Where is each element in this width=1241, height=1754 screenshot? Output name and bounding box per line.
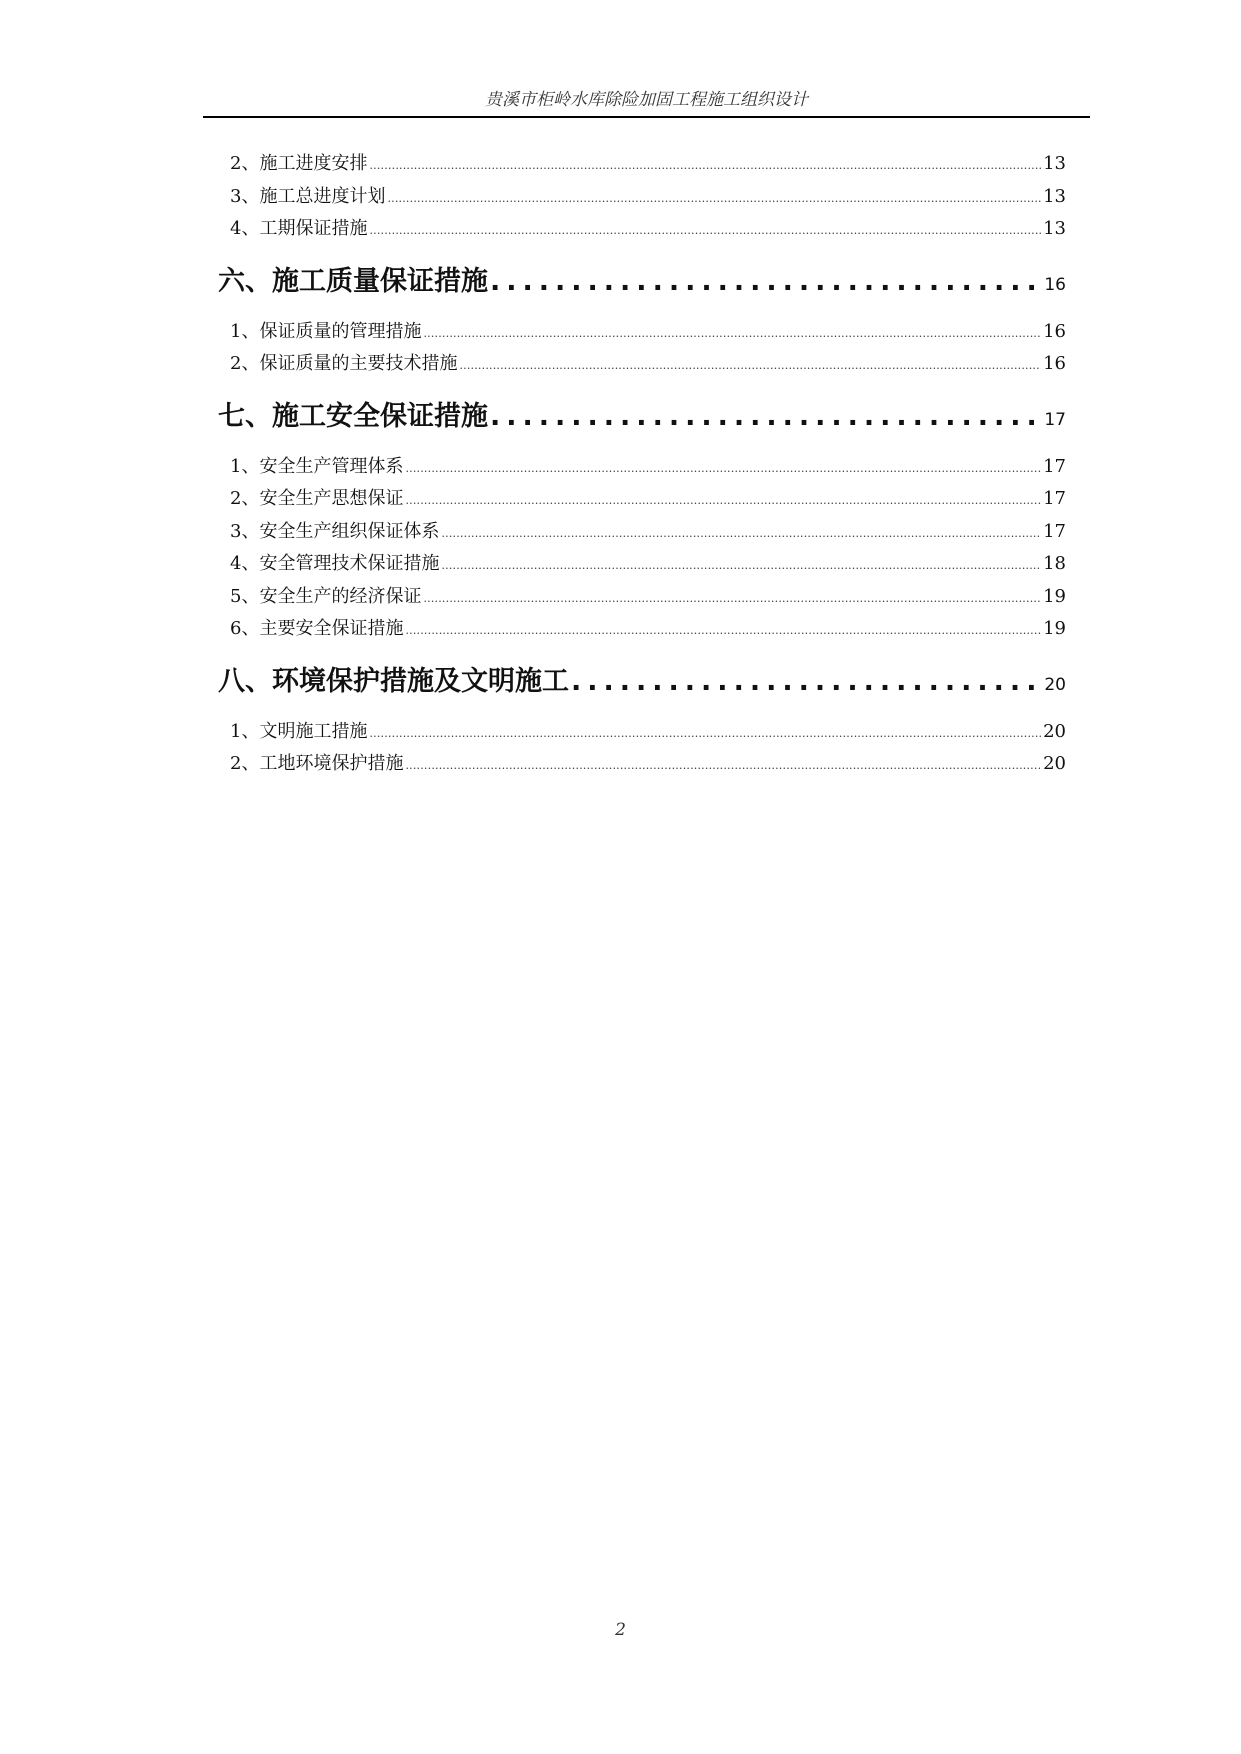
toc-leader-dots: [405, 453, 1041, 486]
toc-leader-dots: [441, 518, 1041, 551]
page-number: 2: [615, 1620, 626, 1640]
toc-entry[interactable]: [218, 316, 1066, 349]
document-title: 贵溪市柜岭水库除险加固工程施工组织设计: [485, 90, 808, 110]
toc-entry[interactable]: [218, 181, 1066, 214]
toc-entry-title: 5、安全生产的经济保证: [230, 585, 422, 607]
page-header: [203, 84, 1090, 118]
toc-section[interactable]: [218, 660, 1066, 703]
toc-leader-dots: [423, 583, 1041, 616]
toc-entry-page: 17: [1043, 520, 1066, 542]
toc-entry-title: 1、文明施工措施: [230, 720, 368, 742]
toc-entry-title: 1、保证质量的管理措施: [230, 320, 422, 342]
toc-entry-page: 20: [1043, 753, 1066, 774]
toc-entry-page: 17: [1043, 488, 1066, 509]
toc-entry-page: 16: [1043, 320, 1066, 342]
toc-entry-page: 13: [1043, 185, 1066, 207]
toc-leader-dots: [405, 485, 1041, 518]
toc-leader-dots: [405, 615, 1041, 648]
toc-entry-title: 2、安全生产思想保证: [230, 488, 404, 509]
toc-entry-page: 13: [1043, 153, 1066, 174]
toc-leader-dots: [459, 350, 1041, 383]
page-footer: [0, 1620, 1241, 1640]
toc-leader-dots: [387, 183, 1041, 216]
toc-entry[interactable]: [218, 451, 1066, 484]
toc-section-title: 七、施工安全保证措施: [218, 400, 488, 432]
toc-entry[interactable]: [218, 483, 1066, 516]
toc-entry-title: 2、施工进度安排: [230, 153, 368, 174]
toc-leader-dots: [369, 150, 1041, 183]
table-of-contents: [218, 148, 1066, 781]
toc-entry-page: 20: [1043, 720, 1066, 742]
toc-entry-title: 3、安全生产组织保证体系: [230, 520, 440, 542]
toc-entry-title: 1、安全生产管理体系: [230, 455, 404, 477]
toc-leader-dots: [441, 550, 1041, 583]
toc-entry-title: 4、工期保证措施: [230, 218, 368, 239]
toc-entry-page: 19: [1043, 618, 1066, 639]
toc-entry[interactable]: [218, 548, 1066, 581]
toc-leader-dots: [490, 260, 1038, 303]
toc-entry-page: 19: [1043, 585, 1066, 607]
toc-section-title: 八、环境保护措施及文明施工: [218, 665, 569, 697]
toc-leader-dots: [571, 660, 1038, 703]
toc-leader-dots: [369, 215, 1041, 248]
toc-entry[interactable]: [218, 348, 1066, 381]
toc-entry[interactable]: [218, 213, 1066, 246]
toc-entry[interactable]: [218, 748, 1066, 781]
toc-entry-page: 16: [1043, 353, 1066, 374]
toc-leader-dots: [490, 395, 1038, 438]
toc-entry[interactable]: [218, 516, 1066, 549]
toc-entry-page: 17: [1043, 455, 1066, 477]
toc-section-title: 六、施工质量保证措施: [218, 265, 488, 297]
toc-section-page: 20: [1044, 674, 1066, 695]
toc-entry[interactable]: [218, 613, 1066, 646]
toc-entry-title: 2、保证质量的主要技术措施: [230, 353, 458, 374]
toc-section[interactable]: [218, 395, 1066, 438]
toc-entry-title: 2、工地环境保护措施: [230, 753, 404, 774]
toc-section[interactable]: [218, 260, 1066, 303]
toc-entry-title: 3、施工总进度计划: [230, 185, 386, 207]
toc-section-page: 16: [1044, 274, 1066, 295]
toc-entry-title: 4、安全管理技术保证措施: [230, 553, 440, 574]
toc-leader-dots: [405, 750, 1041, 783]
toc-entry-page: 18: [1043, 553, 1066, 574]
toc-section-page: 17: [1044, 409, 1066, 430]
toc-leader-dots: [423, 318, 1041, 351]
toc-leader-dots: [369, 718, 1041, 751]
toc-entry[interactable]: [218, 581, 1066, 614]
toc-entry-title: 6、主要安全保证措施: [230, 618, 404, 639]
toc-entry[interactable]: [218, 716, 1066, 749]
toc-entry-page: 13: [1043, 218, 1066, 239]
toc-entry[interactable]: [218, 148, 1066, 181]
